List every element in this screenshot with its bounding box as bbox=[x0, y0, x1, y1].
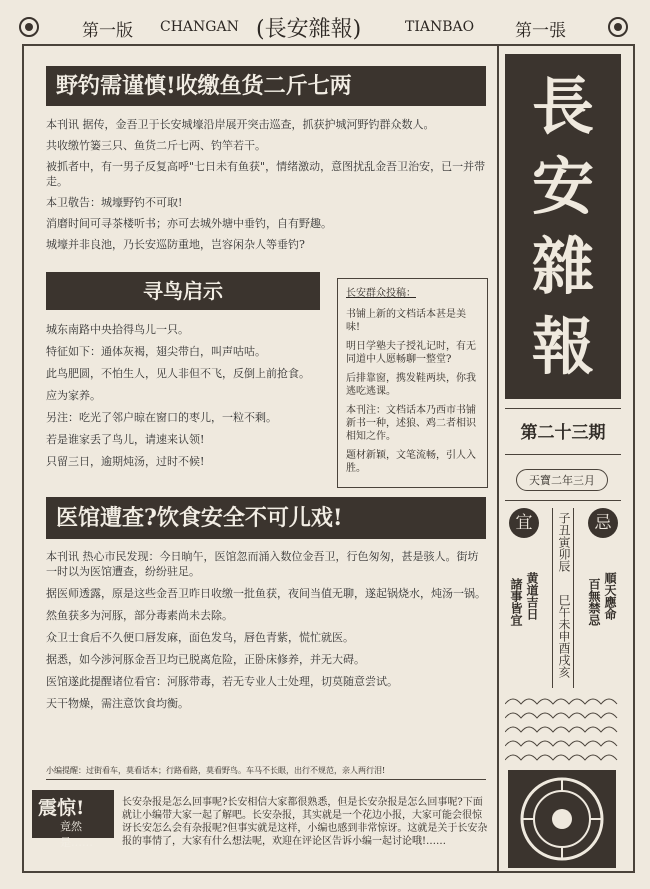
divider bbox=[552, 508, 553, 688]
divider bbox=[505, 408, 621, 409]
issue-date: 天寶二年三月 bbox=[516, 469, 608, 491]
ornament-icon bbox=[18, 16, 40, 38]
article2-body bbox=[46, 322, 328, 476]
title-char: 安 bbox=[531, 150, 594, 223]
submissions-heading: 长安群众投稿： bbox=[346, 288, 416, 299]
almanac-right: 順天應命 bbox=[603, 572, 617, 620]
paragraph: 据医师透露，原是这些金吾卫昨日收缴一批鱼获，夜间当值无聊，遂起锅烧水，炖汤一锅。 bbox=[46, 587, 486, 600]
editor-tip: 小编提醒：过街看车，莫看话本；行路看路，莫看野鸟。车马不长眼，出行不规范，亲人两行泪! bbox=[46, 765, 486, 780]
submission-item: 后排靠窗，携发鞋两块，你我逃吃逃课。 bbox=[346, 373, 476, 397]
paragraph: 特征如下：通体灰褐，翅尖带白，叫声咕咕。 bbox=[46, 345, 266, 358]
shock-big-text: 震惊! bbox=[38, 797, 85, 819]
article3-headline: 医馆遭查?饮食安全不可儿戏! bbox=[46, 497, 486, 539]
almanac-left: 諸事皆宜 bbox=[509, 578, 523, 626]
paragraph: 医馆遂此提醒诸位看官：河豚带毒，若无专业人士处理，切莫随意尝试。 bbox=[46, 675, 398, 688]
submission-item: 明日学塾夫子授礼记时，有无同道中人愿畅聊一整堂? bbox=[346, 341, 476, 365]
paragraph: 若是谁家丢了鸟儿，请速来认领! bbox=[46, 433, 205, 446]
issue-number: 第二十三期 bbox=[520, 423, 606, 443]
edition-left: 第一版 bbox=[82, 21, 133, 41]
article1-body bbox=[46, 117, 486, 258]
paper-name: (長安雜報) bbox=[256, 17, 362, 42]
divider bbox=[505, 454, 621, 455]
title-char: 長 bbox=[531, 70, 594, 143]
submission-item: 本刊注：文档话本乃西市书铺新书一种，述狼、鸡二者相识相知之作。 bbox=[346, 405, 476, 442]
paragraph: 然鱼获多为河豚，部分毒素尚未去除。 bbox=[46, 609, 233, 622]
paragraph: 本卫敬告：城壕野钓不可取! bbox=[46, 196, 183, 209]
paragraph: 本刊讯 据传，金吾卫于长安城壕沿岸展开突击巡查，抓获护城河野钓群众数人。 bbox=[46, 118, 435, 131]
paragraph: 天干物燥，需注意饮食均衡。 bbox=[46, 697, 189, 710]
divider bbox=[573, 508, 574, 688]
paragraph: 据悉，如今涉河豚金吾卫均已脱离危险，正卧床修养，并无大碍。 bbox=[46, 653, 365, 666]
title-block bbox=[505, 54, 621, 399]
paragraph: 共收缴竹篓三只、鱼货二斤七两、钓竿若干。 bbox=[46, 139, 266, 152]
ornament-icon bbox=[607, 16, 629, 38]
shock-small-text: 竟然是…… bbox=[60, 820, 93, 849]
ji-badge: 忌 bbox=[588, 508, 618, 538]
paragraph: 众卫士食后不久便口唇发麻，面色发乌，唇色青紫，慌忙就医。 bbox=[46, 631, 354, 644]
paragraph: 消磨时间可寻茶楼听书；亦可去城外塘中垂钓，自有野趣。 bbox=[46, 217, 332, 230]
submission-item: 书铺上新的文档话本甚是美味! bbox=[346, 309, 466, 333]
seal-emblem bbox=[508, 770, 616, 868]
name-en-right: TIANBAO bbox=[405, 19, 475, 35]
paragraph: 被抓者中，有一男子反复高呼"七日未有鱼获"，情绪激动，意图扰乱金吾卫治安，已一并带走。 bbox=[46, 160, 486, 188]
paragraph: 城壕并非良池，乃长安巡防重地，岂容闲杂人等垂钓? bbox=[46, 238, 305, 251]
seal-icon bbox=[508, 770, 616, 868]
almanac-right: 百無禁忌 bbox=[587, 578, 601, 626]
title-char: 雜 bbox=[531, 230, 594, 303]
paragraph: 城东南路中央拾得鸟儿一只。 bbox=[46, 323, 189, 336]
almanac-left: 黄道吉日 bbox=[525, 572, 539, 620]
yi-badge: 宜 bbox=[509, 508, 539, 538]
reader-submissions-box bbox=[337, 278, 488, 488]
article1-headline: 野钓需谨慎!收缴鱼货二斤七两 bbox=[46, 66, 486, 106]
almanac-branches: 子丑寅卯辰 bbox=[557, 512, 571, 572]
article2-headline: 寻鸟启示 bbox=[46, 272, 320, 310]
title-char: 報 bbox=[531, 310, 594, 383]
paragraph: 此鸟肥圆，不怕生人，见人非但不飞，反倒上前抢食。 bbox=[46, 367, 310, 380]
wave-pattern-icon bbox=[505, 694, 621, 764]
paragraph: 另注：吃光了邻户晾在窗口的枣儿，一粒不剩。 bbox=[46, 411, 277, 424]
paragraph: 应为家养。 bbox=[46, 389, 101, 402]
edition-right: 第一張 bbox=[515, 21, 566, 41]
article3-body bbox=[46, 549, 486, 718]
paragraph: 只留三日，逾期炖汤，过时不候! bbox=[46, 455, 205, 468]
name-en-left: CHANGAN bbox=[160, 19, 239, 35]
shock-banner bbox=[32, 790, 114, 849]
paragraph: 本刊讯 热心市民发现：今日晌午，医馆忽而涌入数位金吾卫，行色匆匆，甚是骇人。街坊一时以为医馆遭查，纷纷驻足。 bbox=[46, 550, 479, 578]
divider bbox=[505, 500, 621, 501]
submission-item: 题材新颖，文笔流畅，引人入胜。 bbox=[346, 450, 476, 474]
almanac-branches: 巳午未申酉戌亥 bbox=[557, 594, 571, 678]
bottom-article: 长安杂报是怎么回事呢?长安相信大家都很熟悉，但是长安杂报是怎么回事呢?下面就让小编带大家一起了解吧。长安杂报，其实就是一个花边小报，大家可能会很惊讶长安怎么会有杂报呢?但事实就是这样，小编也感到非常惊讶。这就是关于长安杂报的事情了，大家有什么想法呢，欢迎在评论区告诉小编一起讨论哦!…… bbox=[122, 797, 488, 847]
